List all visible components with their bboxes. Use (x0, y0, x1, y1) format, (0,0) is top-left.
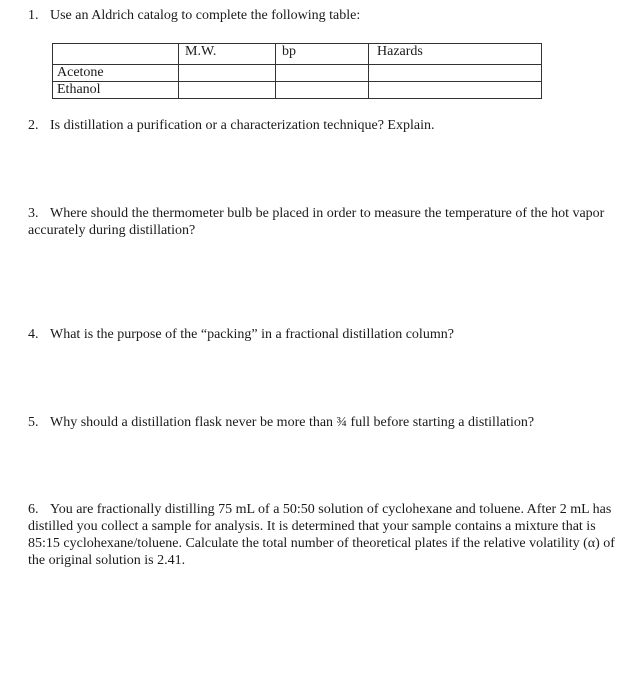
cell-acetone-hazards[interactable] (369, 65, 542, 82)
question-number: 3. (28, 206, 39, 221)
header-cell-bp: bp (276, 44, 369, 65)
cell-ethanol-bp[interactable] (276, 82, 369, 99)
table-row (53, 82, 542, 99)
cell-ethanol-mw[interactable] (179, 82, 276, 99)
question-text: Use an Aldrich catalog to complete the following table: (50, 8, 361, 23)
question-text: You are fractionally distilling 75 mL of a 50:50 solution of cyclohexane and toluene. After 2 mL has distilled you collect a sample for analysis. It is determined that your sample contains a mixture that is 85:15 cyclohexane/toluene. Calculate the total number of theoretical plates if the relative volatility (α) of the original solution is 2.41. (28, 502, 615, 568)
question-4 (28, 326, 618, 343)
cell-acetone-bp[interactable] (276, 65, 369, 82)
question-1 (28, 7, 618, 24)
table-row (53, 65, 542, 82)
table-header-row (53, 44, 542, 65)
question-number: 2. (28, 118, 39, 133)
question-number: 4. (28, 327, 39, 342)
question-number: 1. (28, 8, 39, 23)
question-number: 5. (28, 415, 39, 430)
question-text: Where should the thermometer bulb be placed in order to measure the temperature of the hot vapor accurately during distillation? (28, 206, 605, 238)
row-label-ethanol: Ethanol (53, 82, 179, 99)
question-6 (28, 501, 618, 569)
question-number: 6. (28, 502, 39, 517)
question-text: What is the purpose of the “packing” in a fractional distillation column? (50, 327, 454, 342)
question-3 (28, 205, 618, 239)
properties-table (52, 43, 542, 99)
question-2 (28, 117, 618, 134)
header-cell-blank (53, 44, 179, 65)
header-cell-mw: M.W. (179, 44, 276, 65)
cell-acetone-mw[interactable] (179, 65, 276, 82)
cell-ethanol-hazards[interactable] (369, 82, 542, 99)
header-cell-hazards: Hazards (369, 44, 542, 65)
row-label-acetone: Acetone (53, 65, 179, 82)
question-text: Is distillation a purification or a characterization technique? Explain. (50, 118, 435, 133)
question-5 (28, 414, 618, 431)
question-text: Why should a distillation flask never be more than ¾ full before starting a distillation? (50, 415, 535, 430)
